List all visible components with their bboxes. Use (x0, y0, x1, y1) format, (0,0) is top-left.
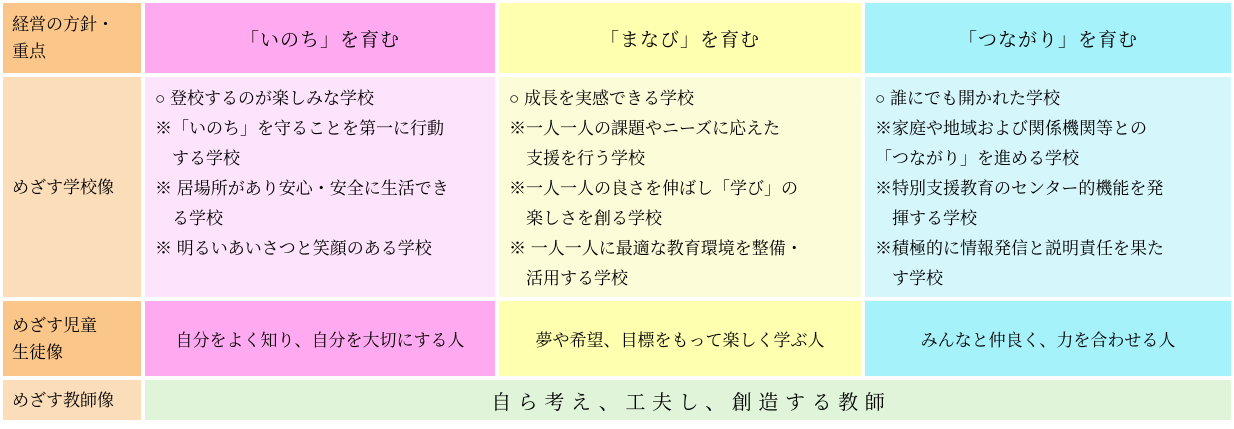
teacher-image-text: 自ら考え、工夫し、創造する教師 (491, 391, 892, 414)
row-label-student-image (3, 301, 141, 376)
text-line: 支援を行う学校 (509, 149, 645, 168)
row-label-school-image-text: めざす学校像 (12, 177, 114, 197)
corner-header-line-1: 経営の方針・ (12, 15, 114, 34)
column-header-tsunagari-label: 「つながり」を育む (957, 29, 1138, 51)
text-line: 揮する学校 (875, 209, 977, 228)
text-line: ※一人一人の課題やニーズに応えた (509, 119, 781, 138)
text-line: ※家庭や地域および関係機関等との (875, 119, 1147, 138)
column-header-inochi-label: 「いのち」を育む (239, 29, 400, 51)
text-line: す学校 (875, 269, 943, 288)
student-image-tsunagari-cell (865, 301, 1231, 376)
school-image-inochi-cell (145, 77, 495, 297)
text-line: 「つながり」を進める学校 (875, 149, 1079, 168)
teacher-image-cell (145, 380, 1231, 420)
text-line: ※「いのち」を守ることを第一に行動 (155, 119, 444, 138)
text-line: ○ 誰にでも開かれた学校 (875, 89, 1060, 108)
column-header-manabi-label: 「まなび」を育む (599, 29, 760, 51)
student-image-manabi-cell (499, 301, 861, 376)
text-line: ○ 登校するのが楽しみな学校 (155, 89, 374, 108)
corner-header-line-2: 重点 (12, 42, 46, 61)
row-label-school-image (3, 77, 141, 297)
student-image-inochi-cell (145, 301, 495, 376)
student-image-tsunagari-text: みんなと仲良く、力を合わせる人 (920, 331, 1176, 350)
text-line: る学校 (155, 209, 223, 228)
student-image-inochi-text: 自分をよく知り、自分を大切にする人 (175, 331, 465, 350)
student-image-manabi-text: 夢や希望、目標をもって楽しく学ぶ人 (535, 331, 825, 350)
column-header-inochi (145, 3, 495, 73)
school-image-tsunagari-cell (865, 77, 1231, 297)
row-label-student-image-line-2: 生徒像 (12, 342, 63, 362)
text-line: ※積極的に情報発信と説明責任を果た (875, 239, 1164, 258)
text-line: 活用する学校 (509, 269, 628, 288)
text-line: ※特別支援教育のセンター的機能を発 (875, 179, 1164, 198)
column-header-tsunagari (865, 3, 1231, 73)
text-line: ※ 一人一人に最適な教育環境を整備・ (509, 239, 803, 258)
school-image-manabi-cell (499, 77, 861, 297)
text-line: する学校 (155, 149, 240, 168)
text-line: 楽しさを創る学校 (509, 209, 662, 228)
row-label-student-image-line-1: めざす児童 (12, 315, 97, 335)
text-line: ※ 居場所があり安心・安全に生活でき (155, 179, 449, 198)
column-header-manabi (499, 3, 861, 73)
row-label-teacher-image-text: めざす教師像 (12, 390, 114, 410)
text-line: ※一人一人の良さを伸ばし「学び」の (509, 179, 798, 198)
row-label-teacher-image (3, 380, 141, 420)
text-line: ○ 成長を実感できる学校 (509, 89, 694, 108)
corner-header-cell (3, 3, 141, 73)
text-line: ※ 明るいあいさつと笑顔のある学校 (155, 239, 432, 258)
